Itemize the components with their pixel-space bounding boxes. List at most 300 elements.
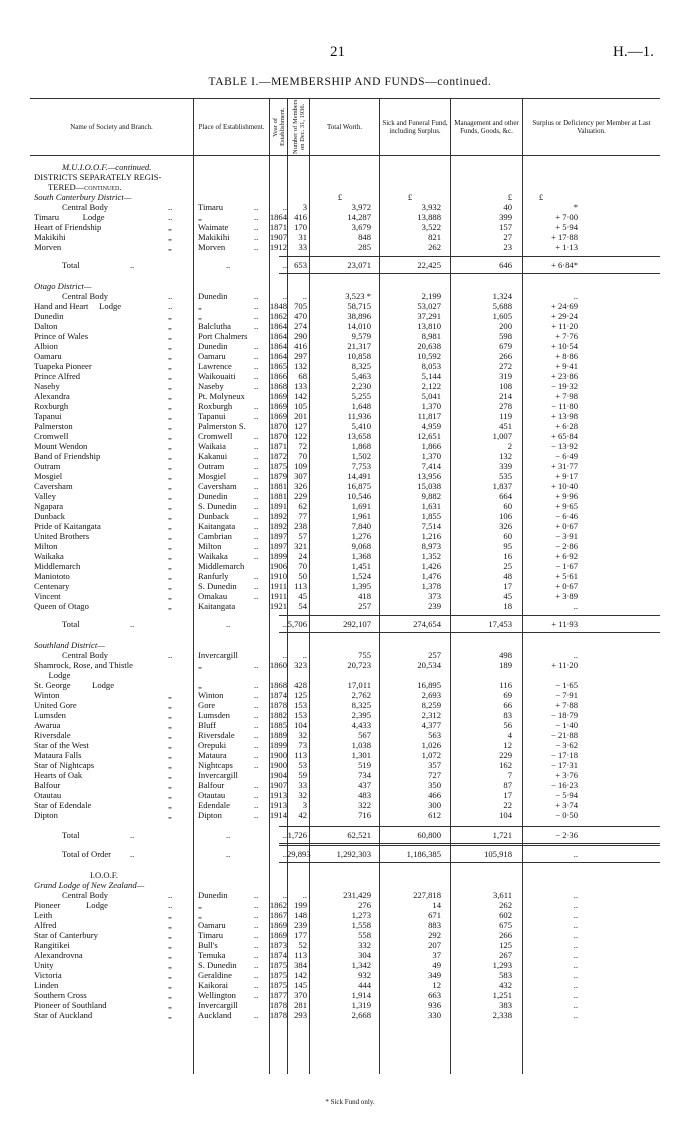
cell-worth: 1,961 (351, 511, 371, 521)
cell-members: 145 (294, 980, 307, 990)
cell-name: Pioneer of Southland (34, 1000, 107, 1010)
cell-year: 1897 (269, 531, 287, 541)
cell-worth: 567 (358, 730, 371, 740)
cell-worth: 1,395 (351, 581, 371, 591)
cell-sick: 2,122 (421, 381, 441, 391)
section-grand-lodge: Grand Lodge of New Zealand— (34, 880, 145, 890)
table-row (0, 990, 700, 1000)
cell-mgmt: 132 (499, 451, 512, 461)
cell-dots: „ (168, 371, 172, 381)
cell-place: Invercargill (198, 770, 238, 780)
cell-name: Timaru Lodge (34, 212, 105, 222)
cell-dots: „ (168, 341, 172, 351)
cell-name: Leith (34, 910, 53, 920)
table-row (0, 760, 700, 770)
cell-year: 1877 (269, 990, 287, 1000)
cell-year: 1911 (270, 581, 287, 591)
cell-dots: .. (168, 301, 173, 311)
cell-surplus: − 3·91 (555, 531, 578, 541)
cell-worth: 1,319 (351, 1000, 371, 1010)
cell-year: 1878 (269, 700, 287, 710)
table-row (0, 890, 700, 900)
table-row (0, 980, 700, 990)
cell-worth: 322 (358, 800, 371, 810)
cell-name: Tuapeka Pioneer (34, 361, 92, 371)
cell-surplus: + 6·28 (555, 421, 578, 431)
cell-mgmt: 5,688 (492, 301, 512, 311)
cell-sick: 883 (428, 920, 441, 930)
cell-worth: 13,658 (347, 431, 371, 441)
table-row (0, 202, 700, 212)
cell-pdots: .. (254, 441, 259, 451)
cell-worth: 14,491 (347, 471, 371, 481)
cell-pdots: .. (254, 202, 259, 212)
cell-dots: „ (168, 391, 172, 401)
currency-sick: £ (407, 192, 413, 202)
cell-year: 1911 (270, 591, 287, 601)
cell-pdots: .. (254, 361, 259, 371)
cell-surplus: .. (573, 291, 578, 301)
section-southland: Southland District— (34, 640, 105, 650)
cell-place: Outram (198, 461, 225, 471)
cell-worth: 558 (358, 930, 371, 940)
cell-place: Dunedin (198, 491, 228, 501)
cell-mgmt: 69 (503, 690, 512, 700)
cell-name: Total (62, 830, 80, 840)
cell-sick: 13,956 (417, 471, 441, 481)
cell-dots: „ (168, 421, 172, 431)
cell-worth: 5,463 (351, 371, 371, 381)
cell-name: Mataura Falls (34, 750, 82, 760)
cell-mgmt: 7 (507, 770, 512, 780)
cell-year: 1912 (269, 242, 287, 252)
cell-place: Nightcaps (198, 760, 233, 770)
table-row (0, 730, 700, 740)
cell-worth: 276 (358, 900, 371, 910)
cell-worth: 444 (358, 980, 371, 990)
cell-mgmt: 272 (499, 361, 512, 371)
cell-sick: 2,693 (421, 690, 441, 700)
cell-surplus: + 9·65 (555, 501, 578, 511)
cell-members: 281 (294, 1000, 307, 1010)
col-header-sick: Sick and Funeral Fund, including Surplus. (379, 99, 450, 155)
cell-name: United Gore (34, 700, 77, 710)
cell-dots: „ (168, 920, 172, 930)
total-rule (279, 273, 660, 274)
cell-name: Dunback (34, 511, 66, 521)
cell-year: 1869 (269, 391, 287, 401)
cell-members: 293 (294, 1010, 307, 1020)
cell-year: 1875 (269, 980, 287, 990)
cell-name: Dunedin (34, 311, 64, 321)
cell-pdots: .. (254, 720, 259, 730)
section-ioof: I.O.O.F. (90, 870, 118, 880)
page-number: 21 (330, 44, 345, 60)
cell-name: Vincent (34, 591, 61, 601)
cell-sick: 1,370 (421, 401, 441, 411)
cell-worth: 21,317 (347, 341, 371, 351)
cell-mgmt: 498 (499, 650, 512, 660)
cell-members: 229 (294, 491, 307, 501)
cell-year: 1866 (269, 371, 287, 381)
cell-sick: 3,932 (421, 202, 441, 212)
cell-pdots: .. (254, 980, 259, 990)
cell-members: 132 (294, 361, 307, 371)
cell-name: Central Body (62, 650, 109, 660)
cell-sick: 727 (428, 770, 441, 780)
cell-year: 1921 (269, 601, 287, 611)
cell-year: 1870 (269, 431, 287, 441)
cell-name: Alexandra (34, 391, 70, 401)
cell-pdots: .. (254, 371, 259, 381)
cell-dots: „ (168, 501, 172, 511)
table-row (0, 930, 700, 940)
cell-pdots: .. (254, 411, 259, 421)
cell-dots: „ (168, 521, 172, 531)
cell-mgmt: 2 (507, 441, 512, 451)
cell-name: Centenary (34, 581, 70, 591)
cell-members: 32 (298, 790, 307, 800)
cell-mgmt: 23 (503, 242, 512, 252)
total-row (0, 619, 700, 629)
cell-worth: 304 (358, 950, 371, 960)
cell-place: Waikouaiti (198, 371, 236, 381)
cell-sick: 300 (428, 800, 441, 810)
cell-dots: „ (168, 551, 172, 561)
cell-dots: „ (168, 511, 172, 521)
cell-dots: „ (168, 242, 172, 252)
cell-mgmt: 48 (503, 571, 512, 581)
table-row (0, 1000, 700, 1010)
cell-surplus: − 1·40 (555, 720, 578, 730)
cell-pdots: .. (254, 471, 259, 481)
cell-worth: 292,107 (343, 619, 371, 629)
cell-surplus: + 3·76 (555, 770, 578, 780)
cell-year: 1864 (269, 212, 287, 222)
cell-surplus: .. (573, 940, 578, 950)
cell-name: Lumsden (34, 710, 66, 720)
cell-mgmt: 278 (499, 401, 512, 411)
cell-mgmt: 60 (503, 501, 512, 511)
cell-place: Milton (198, 541, 222, 551)
cell-worth: 437 (358, 780, 371, 790)
cell-mgmt: 339 (499, 461, 512, 471)
cell-worth: 1,451 (351, 561, 371, 571)
cell-members: 3 (302, 800, 307, 810)
cell-dots: „ (168, 690, 172, 700)
cell-name: Naseby (34, 381, 60, 391)
cell-worth: 58,715 (347, 301, 371, 311)
cell-year: 1869 (269, 930, 287, 940)
cell-mgmt: 1,293 (492, 960, 512, 970)
cell-surplus: + 9·17 (555, 471, 578, 481)
cell-pdots: .. (254, 760, 259, 770)
table-row (0, 421, 700, 431)
cell-year: 1882 (269, 710, 287, 720)
cell-year: 1900 (269, 760, 287, 770)
cell-name: Outram (34, 461, 61, 471)
section-districts: DISTRICTS SEPARATELY REGIS- (34, 172, 162, 182)
cell-members: 33 (298, 242, 307, 252)
cell-name: Shamrock, Rose, and Thistle (34, 660, 133, 670)
cell-pdots: .. (254, 1010, 259, 1020)
cell-worth: 2,230 (351, 381, 371, 391)
cell-pdots: .. (254, 222, 259, 232)
cell-mgmt: 451 (499, 421, 512, 431)
cell-dots: „ (168, 222, 172, 232)
table-row (0, 331, 700, 341)
cell-members: 148 (294, 910, 307, 920)
cell-worth: 9,068 (351, 541, 371, 551)
cell-dots: „ (168, 561, 172, 571)
cell-members: 54 (298, 601, 307, 611)
cell-place: S. Dunedin (198, 960, 237, 970)
cell-sick: 7,514 (421, 521, 441, 531)
cell-place: Roxburgh (198, 401, 233, 411)
cell-name: Dipton (34, 810, 58, 820)
cell-place: Dipton (198, 810, 222, 820)
cell-dots: „ (168, 750, 172, 760)
cell-surplus: + 23·86 (550, 371, 578, 381)
cell-surplus: − 19·32 (550, 381, 578, 391)
cell-mgmt: 200 (499, 321, 512, 331)
table-row (0, 212, 700, 222)
cell-year: 1862 (269, 311, 287, 321)
cell-pdots: .. (254, 810, 259, 820)
cell-surplus: + 13·98 (550, 411, 578, 421)
cell-sick: 821 (428, 232, 441, 242)
cell-sick: 49 (432, 960, 441, 970)
cell-sick: 13,888 (417, 212, 441, 222)
cell-place: „ (198, 910, 202, 920)
cell-sick: 350 (428, 780, 441, 790)
cell-members: 29,893 (287, 849, 311, 859)
cell-pdots: .. (254, 481, 259, 491)
cell-surplus: + 11·93 (551, 619, 578, 629)
table-row (0, 441, 700, 451)
cell-sick: 1,855 (421, 511, 441, 521)
table-row (0, 531, 700, 541)
cell-name: Total (62, 260, 80, 270)
table-row (0, 242, 700, 252)
cell-surplus: − 0·50 (555, 810, 578, 820)
cell-name: Central Body (62, 202, 109, 212)
cell-worth: 1,301 (351, 750, 371, 760)
cell-dots: „ (168, 321, 172, 331)
cell-members: 238 (294, 521, 307, 531)
cell-year: 1864 (269, 331, 287, 341)
cell-mgmt: 45 (503, 591, 512, 601)
table-row (0, 391, 700, 401)
table-row (0, 581, 700, 591)
cell-pdots: .. (254, 990, 259, 1000)
cell-name: Valley (34, 491, 56, 501)
cell-name: Palmerston (34, 421, 73, 431)
cell-sick: 15,038 (417, 481, 441, 491)
cell-dots: „ (168, 930, 172, 940)
cell-year: .. (282, 291, 287, 301)
cell-surplus: − 18·79 (550, 710, 578, 720)
cell-name: Alexandrovna (34, 950, 83, 960)
cell-mgmt: 125 (499, 940, 512, 950)
section-muioof: M.U.I.O.O.F.—continued. (62, 162, 152, 172)
table-row (0, 471, 700, 481)
table-row (0, 790, 700, 800)
cell-place: Waikaia (198, 441, 226, 451)
cell-name: Queen of Otago (34, 601, 89, 611)
table-row (0, 1010, 700, 1020)
cell-sick: 2,199 (421, 291, 441, 301)
cell-place: Cromwell (198, 431, 233, 441)
cell-surplus: + 10·40 (550, 481, 578, 491)
cell-surplus: .. (573, 980, 578, 990)
cell-members: 125 (294, 690, 307, 700)
cell-sick: 37,291 (417, 311, 441, 321)
cell-dots: „ (168, 800, 172, 810)
cell-worth: 519 (358, 760, 371, 770)
cell-dots: „ (168, 601, 172, 611)
cell-members: 127 (294, 421, 307, 431)
cell-place: .. (226, 260, 231, 270)
cell-dots: „ (168, 591, 172, 601)
cell-sick: 10,592 (417, 351, 441, 361)
cell-dots: „ (168, 1010, 172, 1020)
cell-sick: 207 (428, 940, 441, 950)
cell-place: Balfour (198, 780, 225, 790)
currency-row (0, 192, 700, 202)
cell-surplus: + 11·20 (551, 660, 578, 670)
cell-place: Temuka (198, 950, 226, 960)
cell-worth: 1,914 (351, 990, 371, 1000)
cell-dots: „ (168, 441, 172, 451)
cell-worth: 2,762 (351, 690, 371, 700)
cell-place: Pt. Molyneux (198, 391, 245, 401)
cell-place: Kaitangata (198, 601, 236, 611)
cell-name: St. George Lodge (34, 680, 115, 690)
table-row (0, 311, 700, 321)
cell-pdots: .. (254, 212, 259, 222)
cell-dots: .. (130, 260, 135, 270)
cell-members: 153 (294, 710, 307, 720)
cell-worth: 231,429 (343, 890, 371, 900)
cell-members: 470 (294, 311, 307, 321)
cell-mgmt: 17 (503, 790, 512, 800)
cell-worth: 3,679 (351, 222, 371, 232)
cell-surplus: .. (573, 890, 578, 900)
table-row (0, 710, 700, 720)
cell-members: 170 (294, 222, 307, 232)
cell-sick: 5,041 (421, 391, 441, 401)
cell-surplus: .. (573, 970, 578, 980)
cell-dots: „ (168, 740, 172, 750)
cell-sick: 671 (428, 910, 441, 920)
total-rule (279, 843, 660, 844)
cell-year: 1864 (269, 351, 287, 361)
cell-year: .. (282, 619, 287, 629)
cell-mgmt: 535 (499, 471, 512, 481)
cell-mgmt: 105,918 (484, 849, 512, 859)
cell-mgmt: 12 (503, 740, 512, 750)
table-row (0, 970, 700, 980)
cell-surplus: + 17·88 (550, 232, 578, 242)
cell-year: 1910 (269, 571, 287, 581)
table-row (0, 700, 700, 710)
cell-sick: 1,378 (421, 581, 441, 591)
cell-name: Hand and Heart Lodge (34, 301, 122, 311)
cell-sick: 257 (428, 650, 441, 660)
cell-members: 416 (294, 212, 307, 222)
cell-mgmt: 17 (503, 581, 512, 591)
cell-mgmt: 162 (499, 760, 512, 770)
cell-worth: 16,875 (347, 481, 371, 491)
cell-year: 1864 (269, 321, 287, 331)
cell-members: 113 (294, 581, 307, 591)
cell-worth: 3,523 * (345, 291, 371, 301)
cell-pdots: .. (254, 740, 259, 750)
cell-members: 370 (294, 990, 307, 1000)
cell-members: 57 (298, 531, 307, 541)
cell-mgmt: 83 (503, 710, 512, 720)
cell-surplus: + 5·94 (555, 222, 578, 232)
cell-name: Oamaru (34, 351, 62, 361)
cell-place: Timaru (198, 930, 223, 940)
cell-dots: „ (168, 730, 172, 740)
cell-mgmt: 583 (499, 970, 512, 980)
cell-year: 1868 (269, 680, 287, 690)
cell-surplus: + 6·84* (550, 260, 578, 270)
cell-year: .. (282, 849, 287, 859)
cell-members: 1,726 (287, 830, 307, 840)
cell-pdots: .. (254, 461, 259, 471)
cell-members: 142 (294, 970, 307, 980)
cell-worth: 11,936 (347, 411, 371, 421)
cell-name: Rangitikei (34, 940, 70, 950)
cell-surplus: + 10·54 (550, 341, 578, 351)
cell-pdots: .. (254, 920, 259, 930)
cell-sick: 2,312 (421, 710, 441, 720)
cell-members: 201 (294, 411, 307, 421)
cell-surplus: + 9·96 (555, 491, 578, 501)
table-row (0, 960, 700, 970)
cell-place: „ (198, 212, 202, 222)
cell-place: Dunedin (198, 341, 228, 351)
cell-dots: .. (168, 650, 173, 660)
cell-place: Lumsden (198, 710, 230, 720)
cell-members: 153 (294, 700, 307, 710)
cell-year: 1907 (269, 232, 287, 242)
cell-members: .. (302, 291, 307, 301)
cell-pdots: .. (254, 381, 259, 391)
cell-members: 113 (294, 750, 307, 760)
cell-pdots: .. (254, 541, 259, 551)
cell-dots: „ (168, 531, 172, 541)
table-row (0, 351, 700, 361)
cell-pdots: .. (254, 700, 259, 710)
cell-pdots: .. (254, 940, 259, 950)
cell-worth: 7,840 (351, 521, 371, 531)
cell-worth: 1,273 (351, 910, 371, 920)
cell-sick: 16,895 (417, 680, 441, 690)
cell-place: Auckland (198, 1010, 232, 1020)
cell-pdots: .. (254, 301, 259, 311)
table-row (0, 232, 700, 242)
cell-sick: 22,425 (417, 260, 441, 270)
cell-name: Star of Nightcaps (34, 760, 95, 770)
table-row (0, 341, 700, 351)
cell-worth: 10,546 (347, 491, 371, 501)
table-row (0, 571, 700, 581)
cell-sick: 357 (428, 760, 441, 770)
